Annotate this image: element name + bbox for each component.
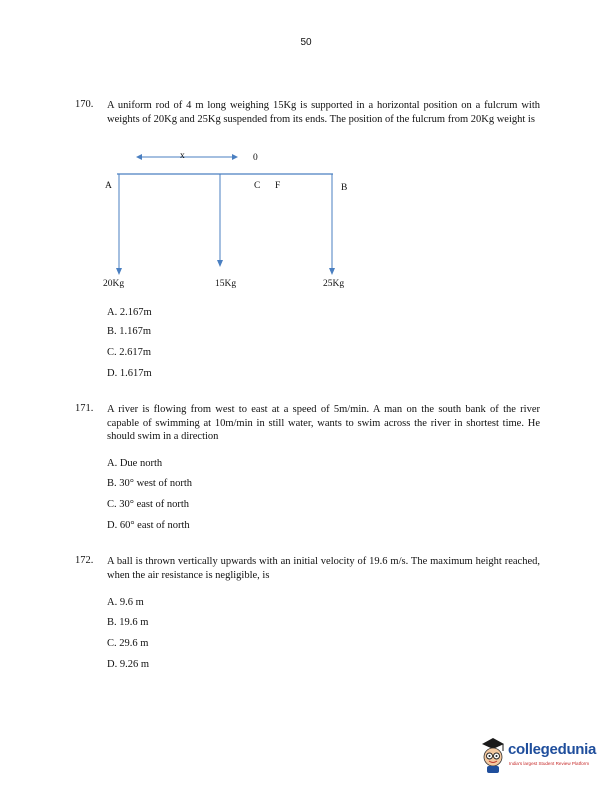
- x-arrow-right: [232, 154, 238, 160]
- x-label: x: [180, 151, 185, 161]
- page-number: 50: [300, 37, 312, 48]
- question-170-number: 170.: [75, 99, 94, 110]
- end-b-label: B: [341, 183, 348, 193]
- mid-weight-arrow: [217, 260, 223, 267]
- q172-option-b: B. 19.6 m: [107, 617, 149, 628]
- question-171-number: 171.: [75, 403, 94, 414]
- q170-option-c: C. 2.617m: [107, 347, 152, 358]
- collegedunia-logo: [478, 735, 604, 777]
- question-171-text: A river is flowing from west to east at a speed of 5m/min. A man on the south bank of the river capable of swimming at 10m/min in still water, wants to swim across the river in shortest time. He should swim in a direction: [107, 404, 540, 442]
- left-weight-arrow: [116, 268, 122, 275]
- q171-option-d: D. 60° east of north: [107, 520, 190, 531]
- question-172-text: A ball is thrown vertically upwards with an initial velocity of 19.6 m/s. The maximum height reached, when the air resistance is negligible, is: [107, 556, 540, 581]
- question-172-number: 172.: [75, 555, 94, 566]
- q171-option-b: B. 30° west of north: [107, 478, 192, 489]
- weight-mid-label: 15Kg: [215, 279, 237, 289]
- mid-f-label: F: [275, 181, 281, 191]
- weight-left-label: 20Kg: [103, 279, 125, 289]
- zero-label: 0: [253, 153, 258, 163]
- question-170-text: A uniform rod of 4 m long weighing 15Kg is supported in a horizontal position on a fulcrum with weights of 20Kg and 25Kg suspended from its ends. The position of the fulcrum from 20Kg weight is: [107, 100, 540, 125]
- right-weight-arrow: [329, 268, 335, 275]
- q170-option-a: A. 2.167m: [107, 307, 152, 318]
- x-arrow-left: [136, 154, 142, 160]
- q172-option-d: D. 9.26 m: [107, 659, 149, 670]
- q172-option-c: C. 29.6 m: [107, 638, 149, 649]
- q171-option-a: A. Due north: [107, 458, 163, 469]
- q172-option-a: A. 9.6 m: [107, 597, 144, 608]
- end-a-label: A: [105, 181, 112, 191]
- logo-wordmark: collegedunia: [508, 741, 597, 758]
- q170-option-b: B. 1.167m: [107, 326, 152, 337]
- weight-right-label: 25Kg: [323, 279, 345, 289]
- q171-option-c: C. 30° east of north: [107, 499, 190, 510]
- mascot-icon: [478, 735, 508, 775]
- q170-option-d: D. 1.617m: [107, 368, 152, 379]
- mid-c-label: C: [254, 181, 261, 191]
- logo-tagline: India's largest Student Review Platform: [509, 761, 590, 766]
